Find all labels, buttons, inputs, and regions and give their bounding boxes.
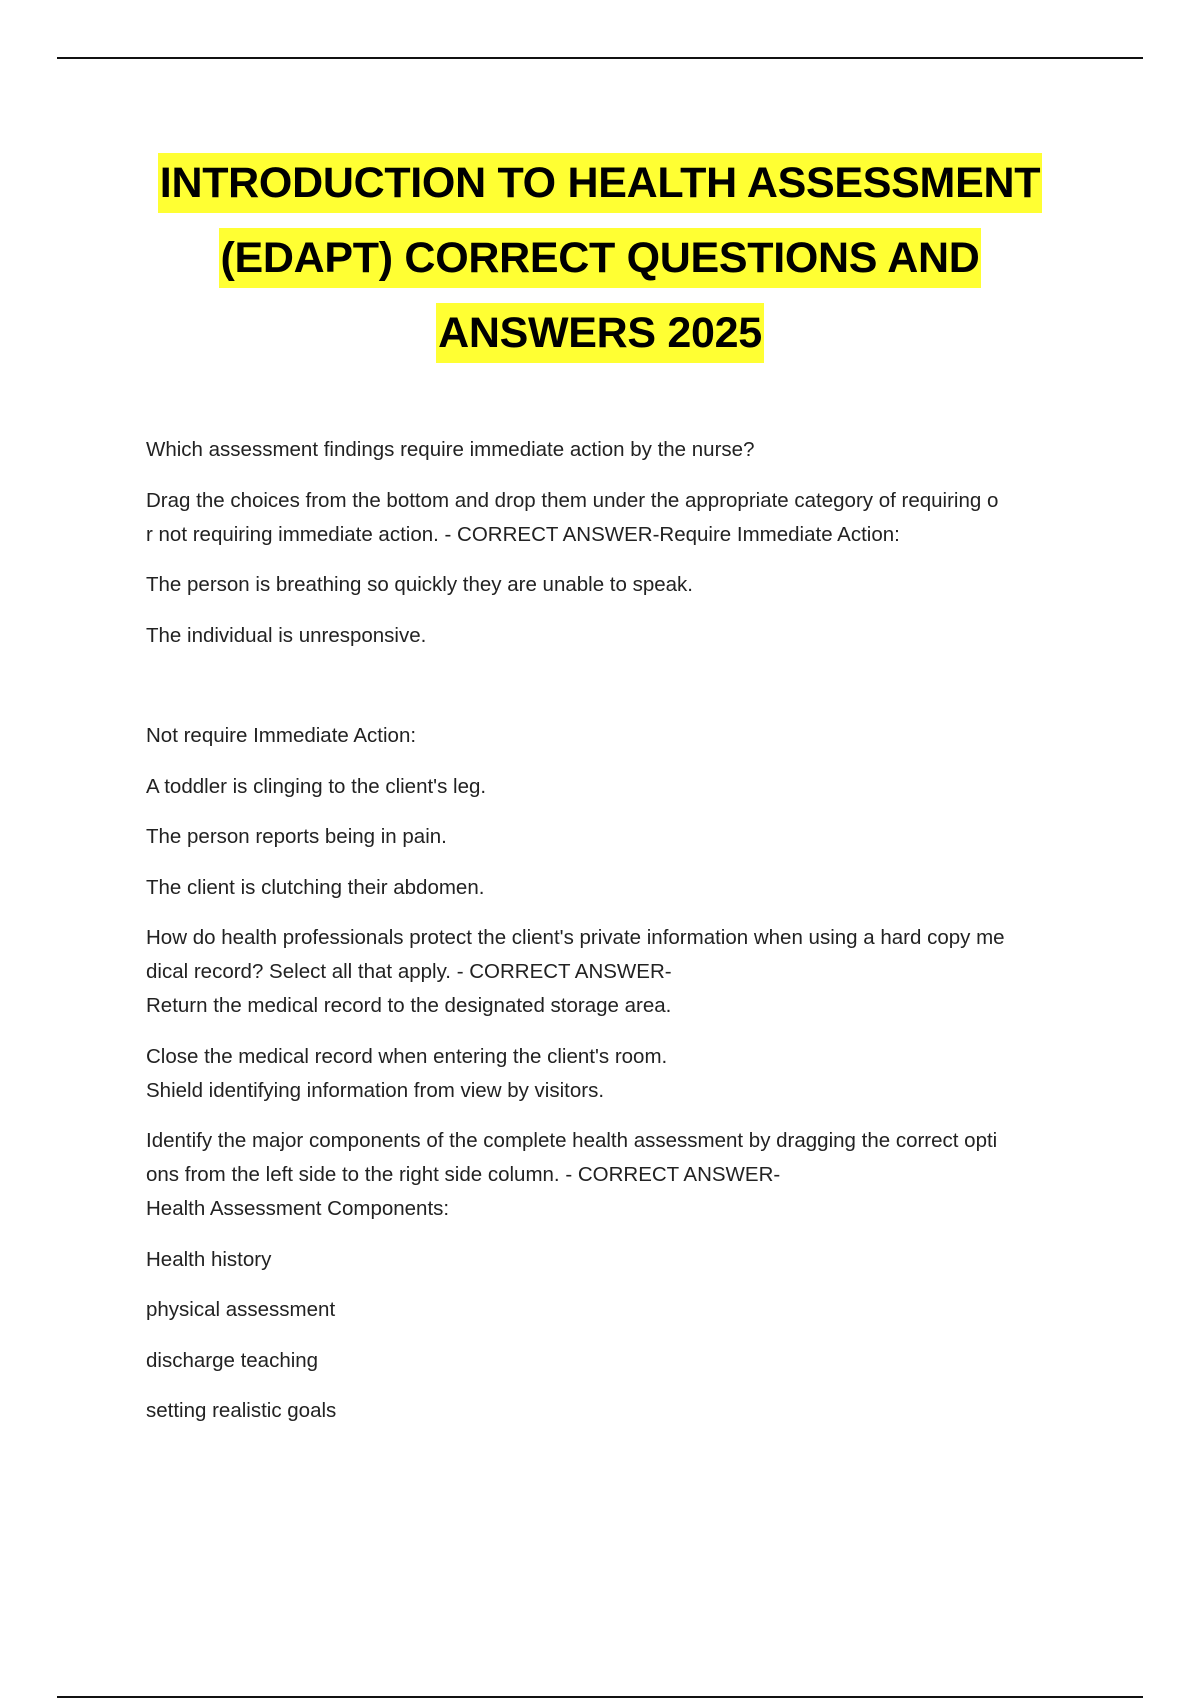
bottom-rule bbox=[57, 1696, 1143, 1698]
title-text: INTRODUCTION TO HEALTH ASSESSMENT bbox=[158, 153, 1042, 213]
answer-item: Health history bbox=[146, 1247, 272, 1271]
answer-item: physical assessment bbox=[146, 1298, 336, 1321]
answer-item: setting realistic goals bbox=[146, 1399, 337, 1422]
title-line bbox=[0, 146, 1200, 221]
document-body bbox=[146, 433, 1086, 1445]
answer-item: The person is breathing so quickly they are unable to speak. bbox=[146, 573, 693, 596]
title-text: (EDAPT) CORRECT QUESTIONS AND bbox=[219, 228, 982, 288]
answer-item: The client is clutching their abdomen. bbox=[146, 875, 485, 899]
answer-item: discharge teaching bbox=[146, 1348, 319, 1372]
title-line bbox=[0, 221, 1200, 296]
title-line bbox=[0, 296, 1200, 371]
question-text: Which assessment findings require immediate action by the nurse? bbox=[146, 438, 755, 461]
document-title bbox=[0, 146, 1200, 371]
question-instructions: Drag the choices from the bottom and drop them under the appropriate category of requiring o r not requiring immediate action. - CORRECT ANSWER-Require Immediate Action: bbox=[146, 488, 999, 546]
answer-item: A toddler is clinging to the client's leg. bbox=[146, 774, 487, 798]
title-text: ANSWERS 2025 bbox=[436, 303, 764, 363]
answer-item: The individual is unresponsive. bbox=[146, 623, 427, 647]
top-rule bbox=[57, 57, 1143, 59]
answer-item: Close the medical record when entering the client's room. Shield identifying information from view by visitors. bbox=[146, 1044, 668, 1102]
question-text: How do health professionals protect the client's private information when using a hard copy me dical record? Select all that apply. - CORRECT ANSWER- Return the medical record to the designated storage area. bbox=[146, 926, 1005, 1017]
question-text: Identify the major components of the complete health assessment by dragging the correct opti ons from the left side to the right side column. - CORRECT ANSWER- Health Assessment Components: bbox=[146, 1129, 998, 1220]
spacer bbox=[146, 669, 1086, 719]
answer-category: Not require Immediate Action: bbox=[146, 724, 417, 747]
answer-item: The person reports being in pain. bbox=[146, 825, 447, 848]
